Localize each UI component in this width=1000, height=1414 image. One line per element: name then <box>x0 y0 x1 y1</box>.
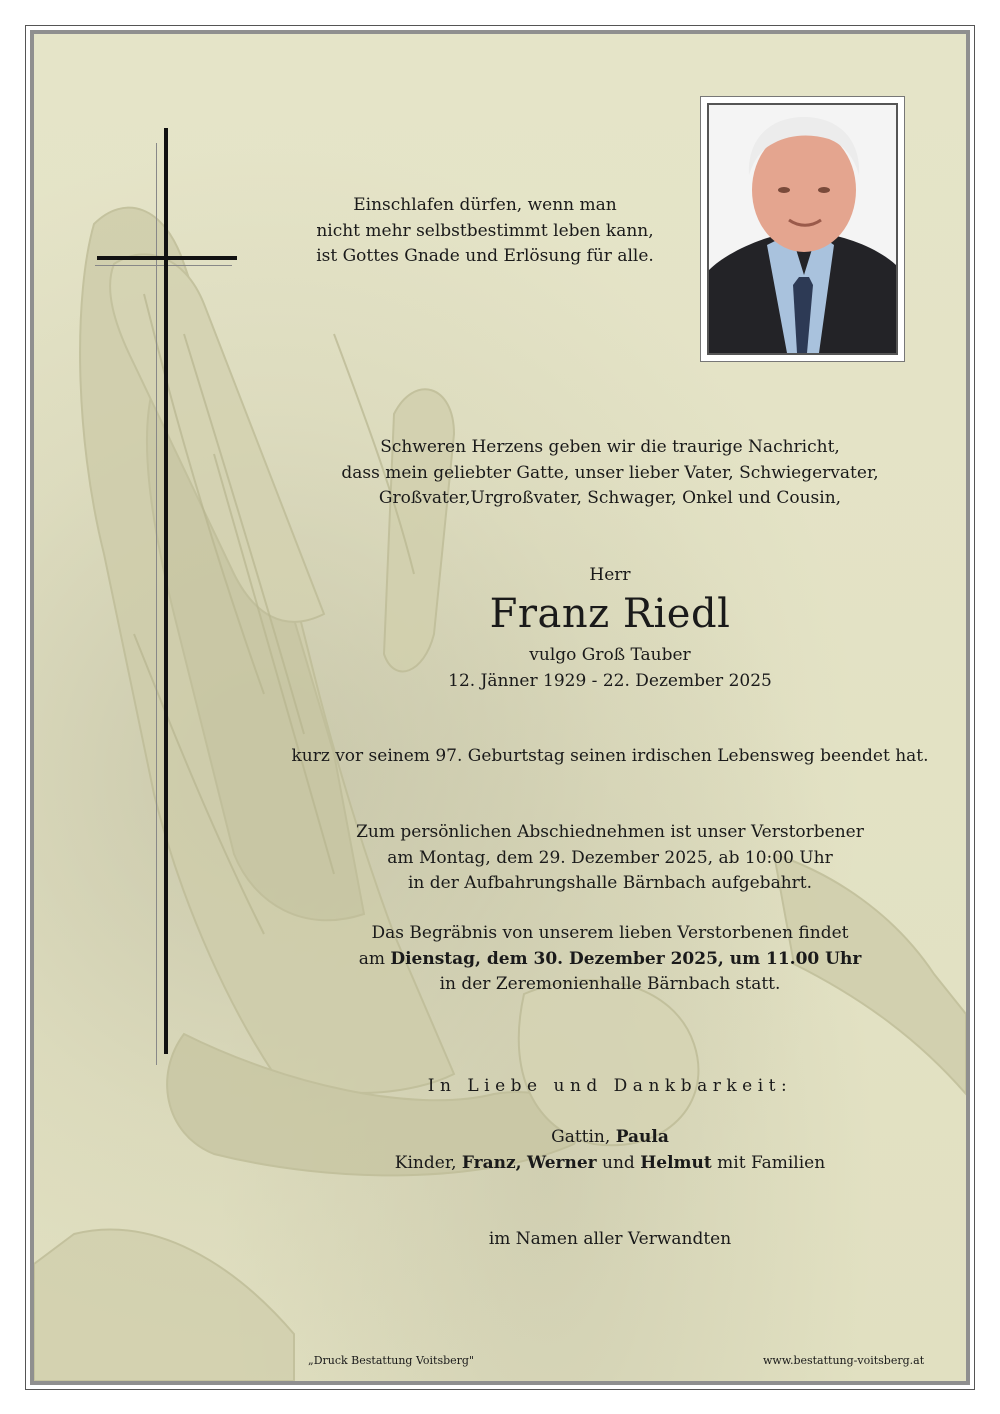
children-line <box>330 1151 890 1177</box>
cross-icon <box>164 128 168 1054</box>
cross-shadow-vertical <box>156 143 157 1065</box>
child-name: Franz, <box>461 1152 522 1173</box>
portrait-frame <box>700 96 905 362</box>
intro-line: Schweren Herzens geben wir die traurige Nachricht, <box>380 437 840 457</box>
announcement-intro <box>300 435 920 512</box>
and-text: und <box>596 1152 641 1173</box>
family-list <box>330 1125 890 1176</box>
viewing-line: in der Aufbahrungshalle Bärnbach aufgebahrt. <box>407 873 813 893</box>
salutation: Herr <box>589 565 631 585</box>
cross-bar <box>97 256 237 260</box>
life-dates: 12. Jänner 1929 - 22. Dezember 2025 <box>448 671 772 691</box>
intro-line: Großvater,Urgroßvater, Schwager, Onkel und Cousin, <box>378 488 842 508</box>
passed-text: kurz vor seinem 97. Geburtstag seinen irdischen Lebensweg beendet hat. <box>291 746 929 766</box>
spouse-name: Paula <box>615 1127 669 1147</box>
viewing-line: Zum persönlichen Abschiednehmen ist unser Verstorbener <box>356 822 864 842</box>
relatives-text: im Namen aller Verwandten <box>488 1229 732 1249</box>
quote-text <box>300 193 670 270</box>
quote-line: ist Gottes Gnade und Erlösung für alle. <box>316 246 654 266</box>
spouse-line <box>330 1125 890 1151</box>
footer-printer: „Druck Bestattung Voitsberg" <box>308 1354 474 1367</box>
funeral-line <box>330 947 890 973</box>
intro-line: dass mein geliebter Gatte, unser lieber Vater, Schwiegervater, <box>341 462 879 483</box>
funeral-line: in der Zeremonienhalle Bärnbach statt. <box>439 974 781 994</box>
funeral-date: Dienstag, dem 30. Dezember 2025, um 11.00 Uhr <box>390 948 862 969</box>
children-label: Kinder, <box>394 1152 462 1173</box>
thanks-text: In Liebe und Dankbarkeit: <box>427 1076 793 1096</box>
deceased-nickname: vulgo Groß Tauber <box>529 645 691 665</box>
spouse-label: Gattin, <box>551 1127 616 1147</box>
viewing-line: am Montag, dem 29. Dezember 2025, ab 10:00 Uhr <box>387 847 833 868</box>
quote-line: nicht mehr selbstbestimmt leben kann, <box>316 220 654 241</box>
viewing-info <box>330 820 890 897</box>
portrait-photo <box>707 103 898 355</box>
funeral-prefix: am <box>358 948 391 969</box>
funeral-info <box>330 921 890 998</box>
footer-website: www.bestattung-voitsberg.at <box>763 1354 925 1367</box>
funeral-line: Das Begräbnis von unserem lieben Verstorbenen findet <box>371 923 849 943</box>
children-suffix: mit Familien <box>711 1152 826 1173</box>
child-name: Helmut <box>640 1152 712 1173</box>
deceased-name: Franz Riedl <box>489 591 731 637</box>
child-name: Werner <box>527 1152 597 1173</box>
quote-line: Einschlafen dürfen, wenn man <box>353 195 617 215</box>
